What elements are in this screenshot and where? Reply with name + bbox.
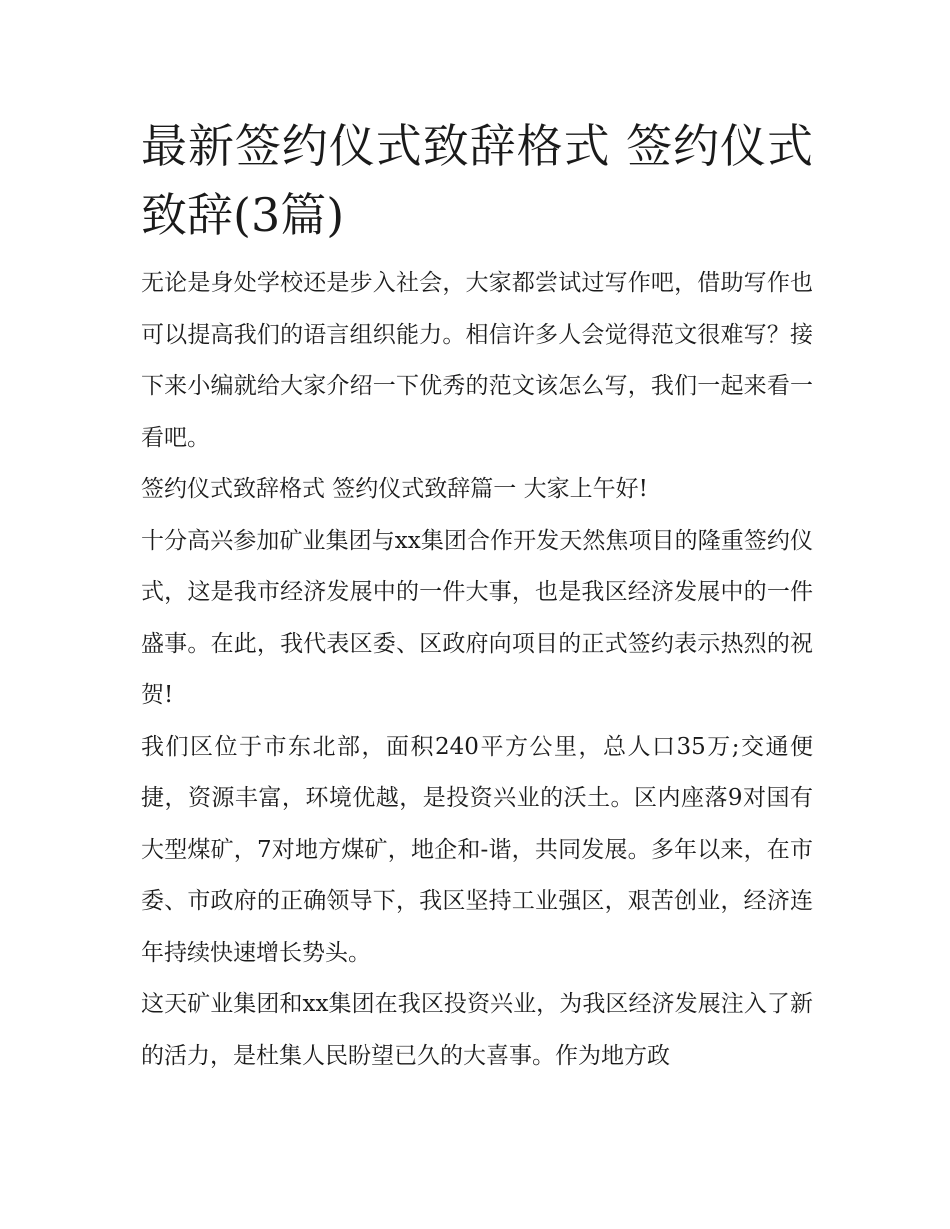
document-title: 最新签约仪式致辞格式 签约仪式致辞(3篇) [141,119,813,242]
document-page [141,112,813,1082]
paragraph-greeting: 签约仪式致辞格式 签约仪式致辞篇一 大家上午好! [141,476,648,502]
paragraph-congratulation: 十分高兴参加矿业集团与xx集团合作开发天然焦项目的隆重签约仪式，这是我市经济发展中的一件大事，也是我区经济发展中的一件盛事。在此，我代表区委、区政府向项目的正式签约表示热烈的祝贺! [141,527,813,708]
paragraph-investment: 这天矿业集团和xx集团在我区投资兴业，为我区经济发展注入了新的活力，是杜集人民盼望已久的大喜事。作为地方政 [141,991,813,1069]
paragraph-intro: 无论是身处学校还是步入社会，大家都尝试过写作吧，借助写作也可以提高我们的语言组织能力。相信许多人会觉得范文很难写？接下来小编就给大家介绍一下优秀的范文该怎么写，我们一起来看一看吧。 [141,270,813,451]
paragraph-district-overview: 我们区位于市东北部，面积240平方公里，总人口35万;交通便捷，资源丰富，环境优越，是投资兴业的沃土。区内座落9对国有大型煤矿，7对地方煤矿，地企和-谐，共同发展。多年以来，在市委、市政府的正确领导下，我区坚持工业强区，艰苦创业，经济连年持续快速增长势头。 [141,733,813,966]
